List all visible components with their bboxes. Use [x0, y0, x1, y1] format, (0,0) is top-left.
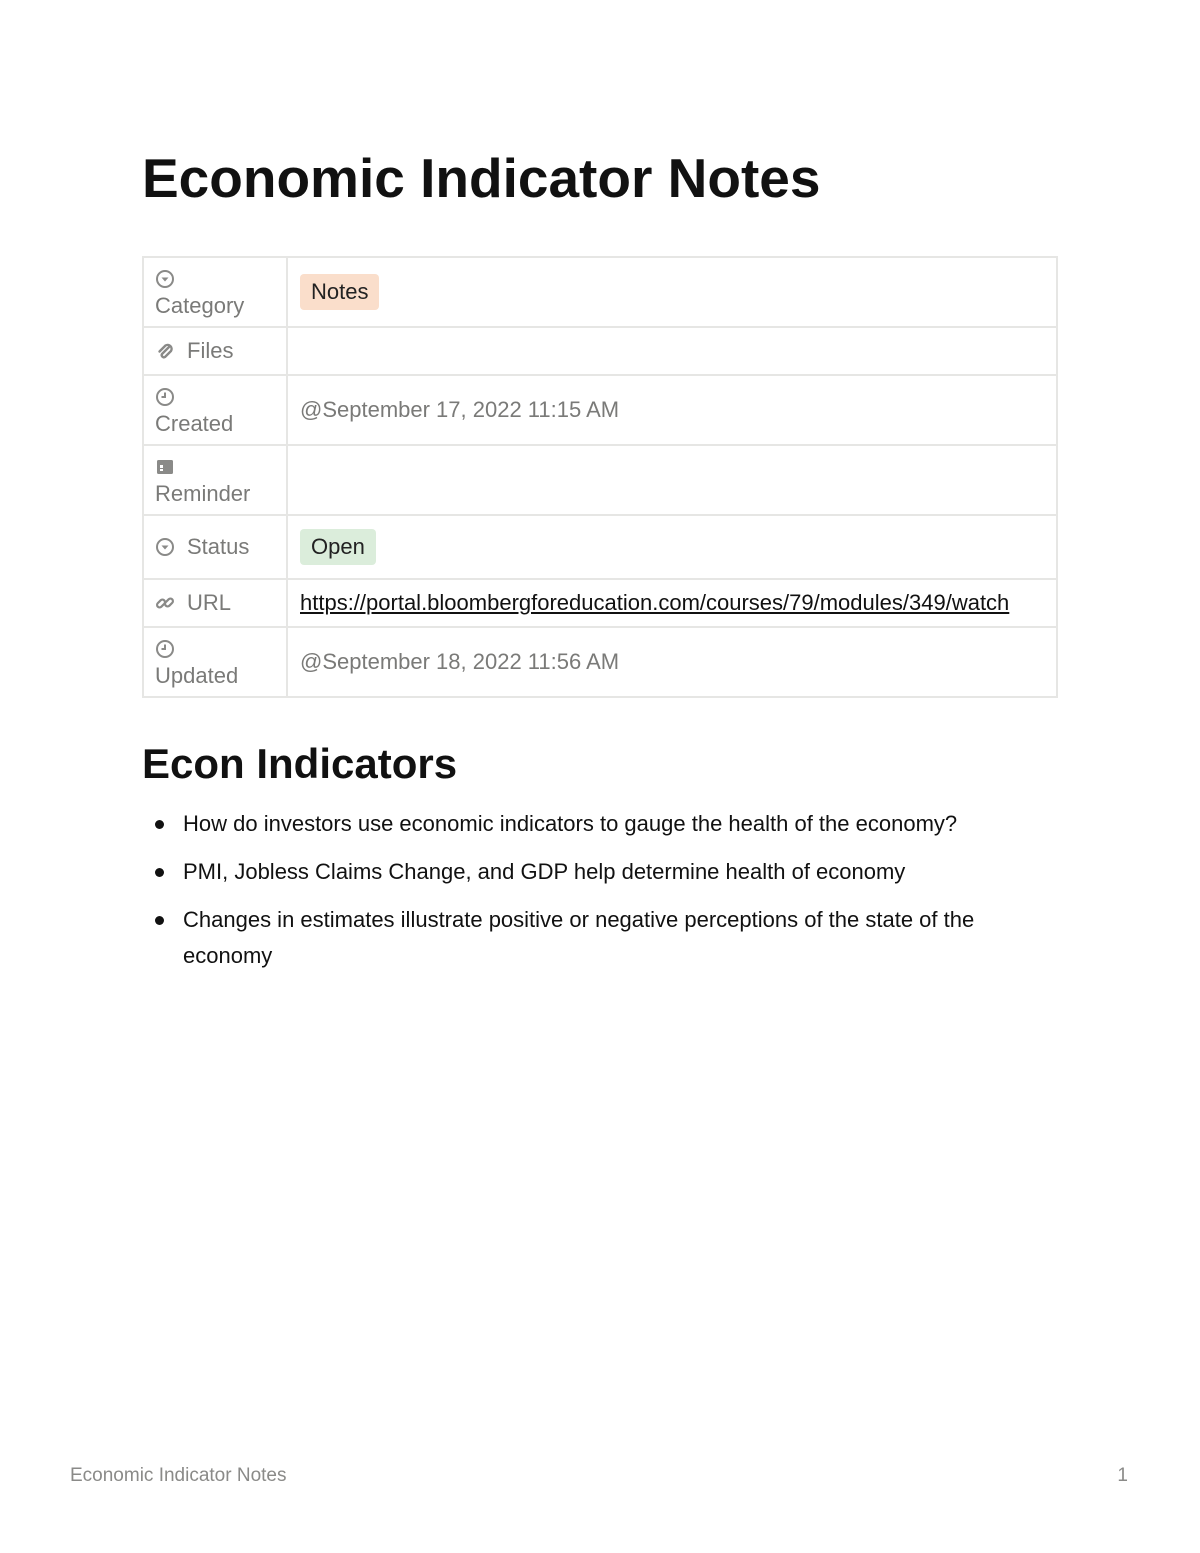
property-value[interactable]: [287, 257, 1057, 327]
list-item: [142, 854, 1042, 890]
property-key: [143, 579, 287, 627]
property-key: [143, 375, 287, 445]
property-key-label: Files: [187, 338, 234, 363]
clock-icon: [155, 639, 175, 659]
status-tag[interactable]: Open: [300, 529, 376, 565]
property-value[interactable]: [287, 445, 1057, 515]
property-value[interactable]: [287, 515, 1057, 579]
created-date[interactable]: @September 17, 2022 11:15 AM: [300, 397, 620, 422]
property-key: [143, 327, 287, 375]
property-row-url: [143, 579, 1057, 627]
property-key-label: Status: [187, 534, 250, 559]
property-row-created: [143, 375, 1057, 445]
property-key: [143, 257, 287, 327]
property-row-files: [143, 327, 1057, 375]
property-key-label: Created: [155, 411, 234, 436]
url-link[interactable]: https://portal.bloombergforeducation.com/courses/79/modules/349/watch: [300, 590, 1010, 615]
property-value[interactable]: [287, 327, 1057, 375]
link-icon: [155, 593, 175, 613]
list-item: [142, 806, 1042, 842]
paperclip-icon: [155, 341, 175, 361]
page-number: 1: [1117, 1465, 1128, 1486]
footer-title: Economic Indicator Notes: [70, 1465, 287, 1486]
property-key-label: Category: [155, 293, 245, 318]
calendar-icon: [155, 457, 175, 477]
properties-table: [142, 256, 1058, 698]
property-row-category: [143, 257, 1057, 327]
clock-icon: [155, 387, 175, 407]
bullet-dot: [155, 868, 164, 877]
property-row-status: [143, 515, 1057, 579]
property-value[interactable]: [287, 375, 1057, 445]
property-row-updated: [143, 627, 1057, 697]
property-value[interactable]: [287, 579, 1057, 627]
bullet-dot: [155, 820, 164, 829]
list-item-text: Changes in estimates illustrate positive or negative perceptions of the state of the economy: [183, 907, 975, 968]
page-title: Economic Indicator Notes: [142, 147, 821, 209]
bullet-dot: [155, 916, 164, 925]
property-key-label: URL: [187, 590, 232, 615]
select-icon: [155, 537, 175, 557]
property-key: [143, 445, 287, 515]
select-icon: [155, 269, 175, 289]
property-row-reminder: [143, 445, 1057, 515]
category-tag[interactable]: Notes: [300, 274, 379, 310]
list-item-text: How do investors use economic indicators to gauge the health of the economy?: [183, 811, 958, 836]
section-heading: Econ Indicators: [142, 740, 458, 787]
list-item-text: PMI, Jobless Claims Change, and GDP help determine health of economy: [183, 859, 906, 884]
property-key-label: Reminder: [155, 481, 251, 506]
updated-date[interactable]: @September 18, 2022 11:56 AM: [300, 649, 620, 674]
property-key: [143, 515, 287, 579]
property-key-label: Updated: [155, 663, 239, 688]
list-item: [142, 902, 1042, 974]
property-key: [143, 627, 287, 697]
property-value[interactable]: [287, 627, 1057, 697]
bullet-list: [142, 806, 1042, 986]
